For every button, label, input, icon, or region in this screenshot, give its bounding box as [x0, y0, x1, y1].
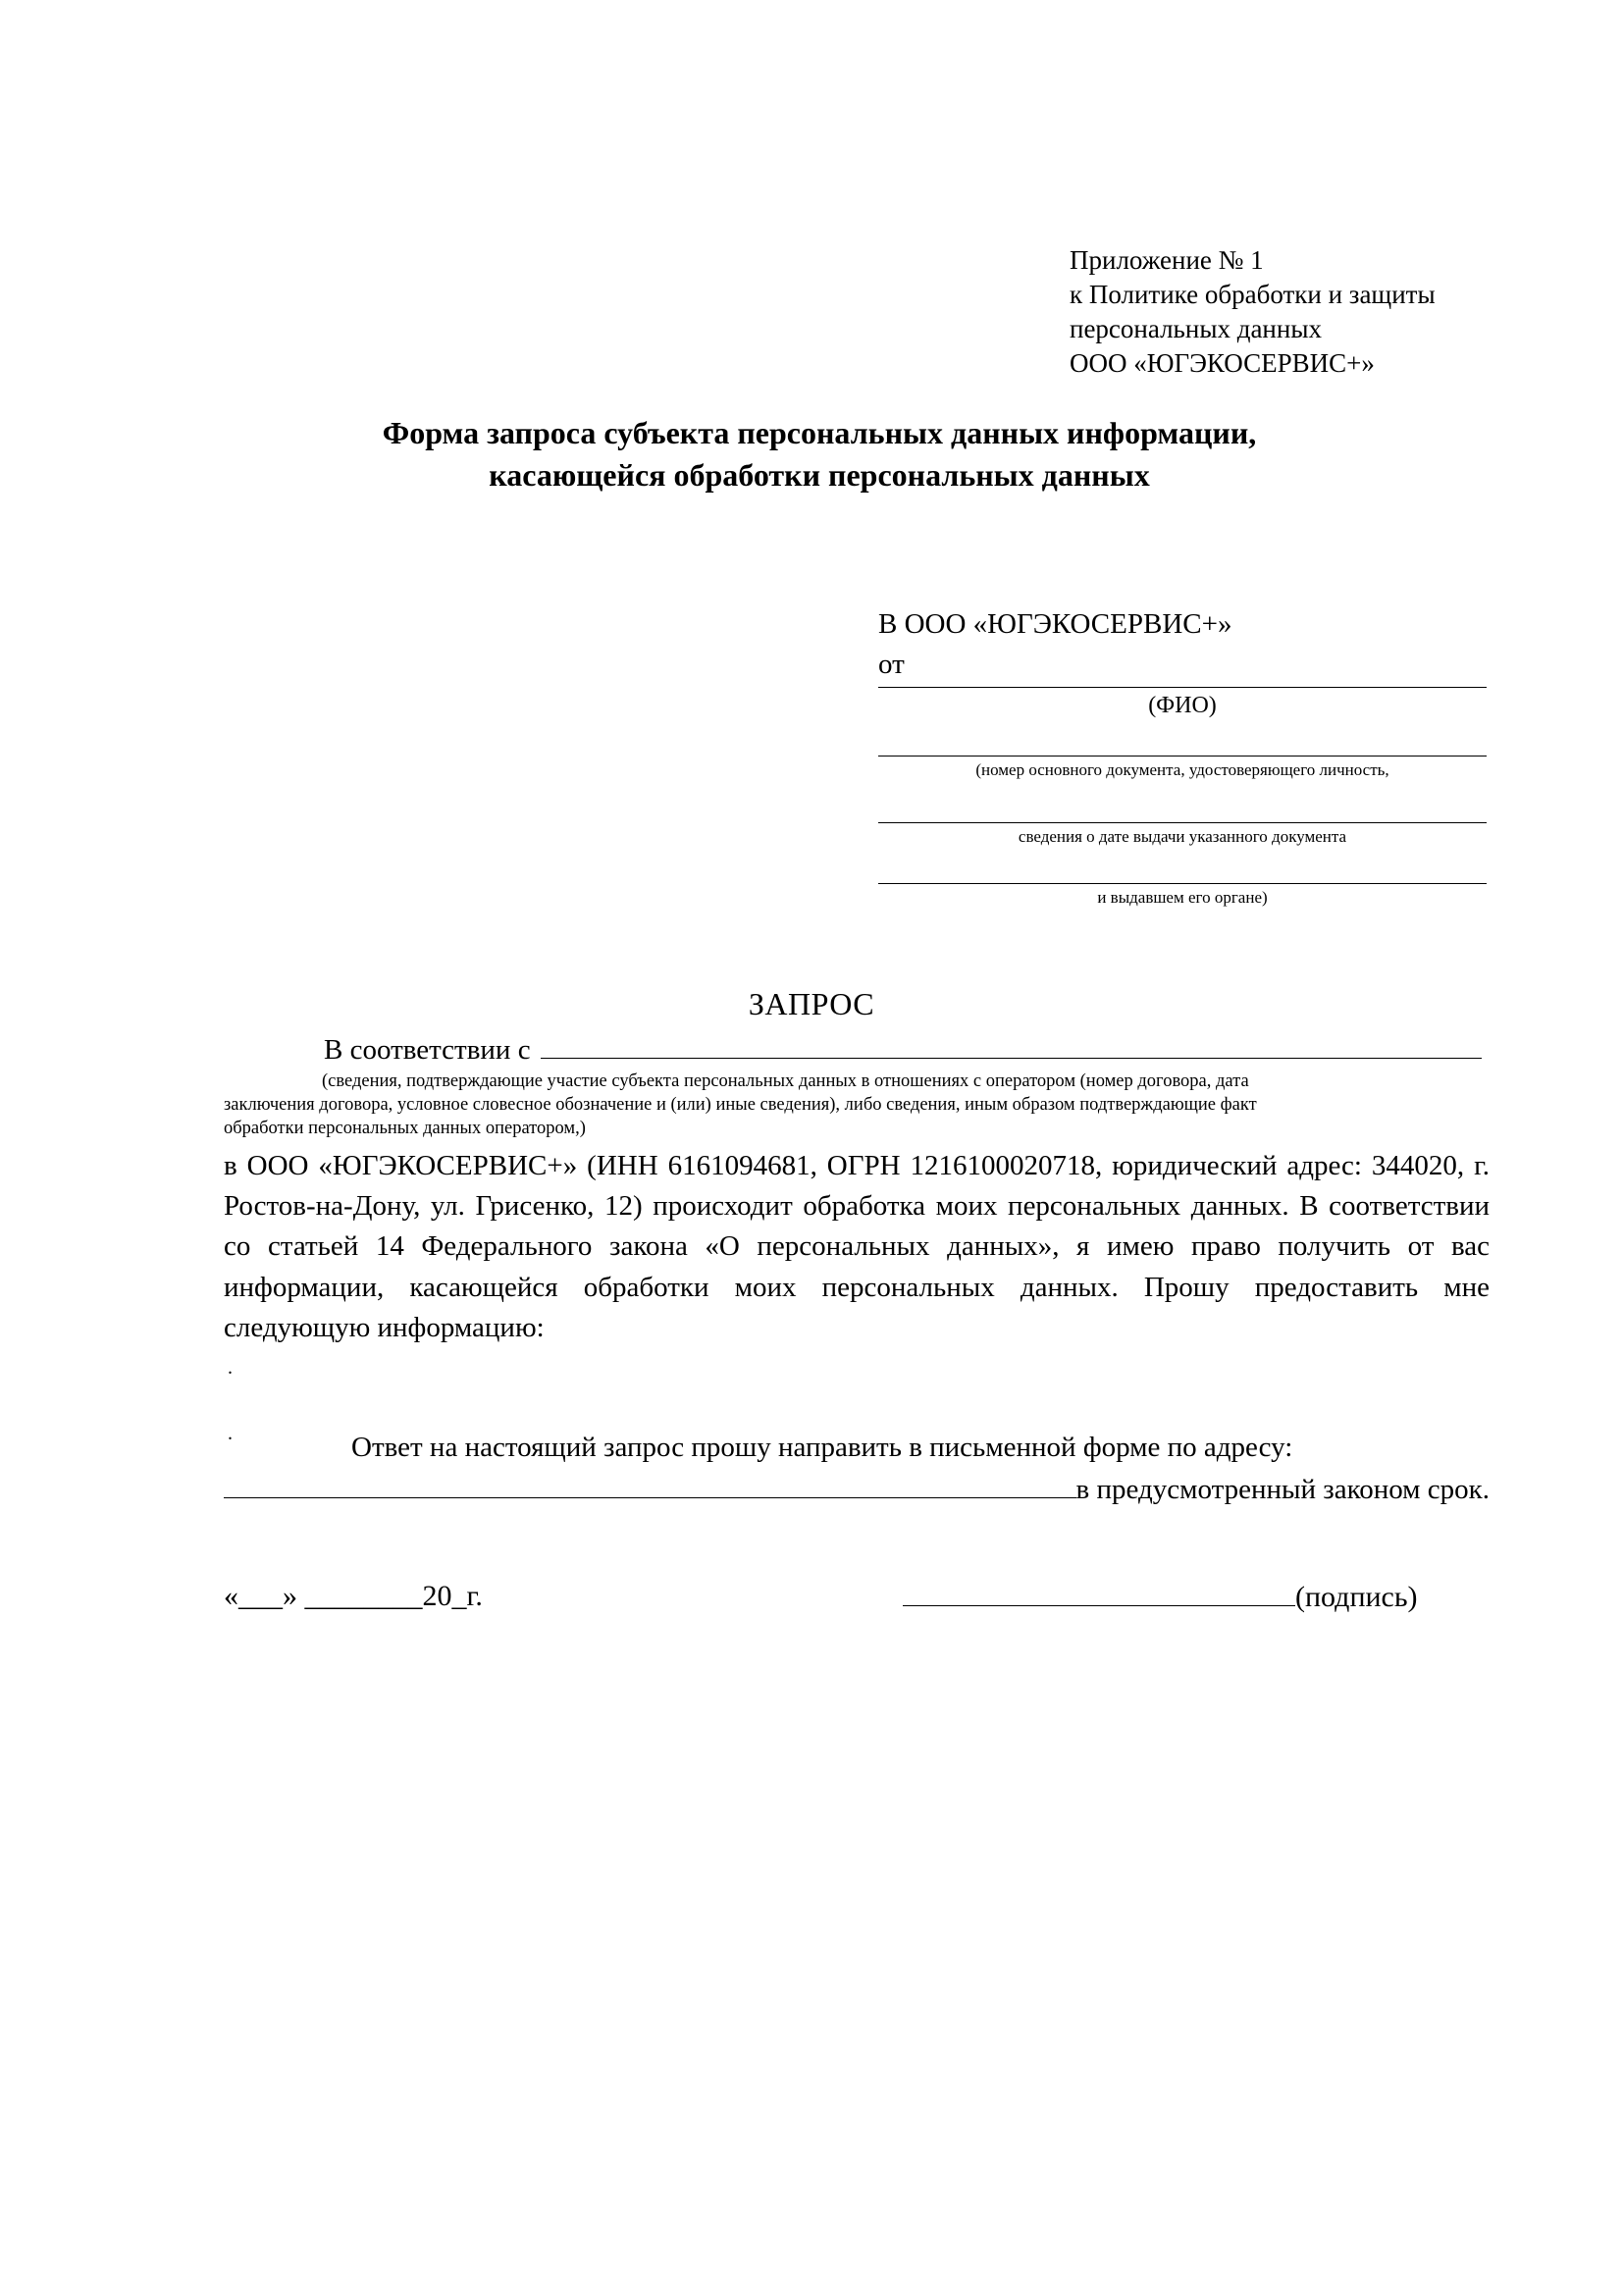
doc-number-field[interactable] [878, 756, 1487, 780]
bullet-dot-2: . [228, 1423, 233, 1444]
fio-caption: (ФИО) [1148, 693, 1217, 718]
doc-number-caption: (номер основного документа, удостоверяющего личность, [975, 760, 1389, 779]
appendix-header-line-3: персональных данных [1070, 314, 1322, 344]
fio-field[interactable] [878, 687, 1487, 720]
page-title-line-2: касающейся обработки персональных данных [489, 456, 1150, 493]
bullet-dot-1: . [228, 1357, 233, 1379]
signature-row [903, 1580, 1452, 1614]
addressee-to: В ООО «ЮГЭКОСЕРВИС+» [878, 608, 1232, 640]
doc-issuer-caption: и выдавшем его органе) [1097, 888, 1268, 907]
appendix-header [1070, 243, 1531, 381]
answer-request [224, 1428, 1490, 1468]
accordance-note [224, 1070, 1490, 1140]
date-field[interactable]: «___» ________20_г. [224, 1580, 483, 1612]
answer-request-text: Ответ на настоящий запрос прошу направить в письменной форме по адресу: [351, 1432, 1293, 1463]
addressee-block [878, 608, 1487, 681]
accordance-note-line-1: (сведения, подтверждающие участие субъекта персональных данных в отношениях с оператором (номер договора, дата [322, 1071, 1249, 1091]
page-title-line-1: Форма запроса субъекта персональных данных информации, [382, 415, 1257, 450]
accordance-label: В соответствии с [324, 1034, 531, 1066]
page-title [206, 412, 1433, 496]
appendix-header-line-2: к Политике обработки и защиты [1070, 280, 1436, 310]
accordance-note-line-3: обработки персональных данных оператором,) [224, 1119, 586, 1139]
accordance-row [324, 1032, 1482, 1067]
accordance-note-line-2: заключения договора, условное словесное обозначение и (или) иные сведения), либо сведения, иным образом подтверждающие факт [224, 1095, 1257, 1116]
body-paragraph: в ООО «ЮГЭКОСЕРВИС+» (ИНН 6161094681, ОГРН 1216100020718, юридический адрес: 344020, г. Ростов-на-Дону, ул. Грисенко, 12) происходит обработка моих персональных данных. В соответствии со статьей 14 Федерального закона «О персональных данных», я имею право получить от вас информации, касающейся обработки моих персональных данных. Прошу предоставить мне следующую информацию: [224, 1150, 1490, 1343]
appendix-header-line-4: ООО «ЮГЭКОСЕРВИС+» [1070, 348, 1375, 379]
answer-address-input[interactable] [224, 1472, 1076, 1498]
doc-issuer-field[interactable] [878, 883, 1487, 908]
signature-caption: (подпись) [1295, 1581, 1418, 1613]
answer-address-row [224, 1472, 1490, 1506]
accordance-input[interactable] [541, 1032, 1482, 1059]
request-heading: ЗАПРОС [748, 986, 875, 1021]
appendix-header-line-1: Приложение № 1 [1070, 245, 1264, 275]
addressee-from: от [878, 649, 905, 680]
answer-address-tail: в предусмотренный законом срок. [1075, 1474, 1490, 1505]
doc-date-caption: сведения о дате выдачи указанного документа [1018, 827, 1347, 846]
signature-input[interactable] [903, 1580, 1295, 1606]
doc-date-field[interactable] [878, 822, 1487, 847]
